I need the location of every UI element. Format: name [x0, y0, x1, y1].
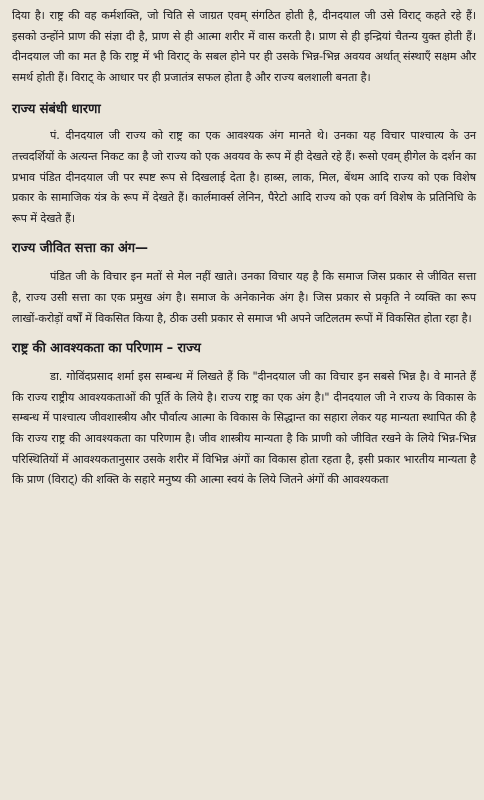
paragraph-living-entity: पंडित जी के विचार इन मतों से मेल नहीं खाते। उनका विचार यह है कि समाज जिस प्रकार से जीवित सत्ता है, राज्य उसी सत्ता का एक प्रमुख अंग है। समाज के अनेकानेक अंग है। जिस प्रकार से प्रकृति ने व्यक्ति का रूप लाखों-करोड़ों वर्षों में विकसित किया है, ठीक उसी प्रकार से समाज भी अपने जटिलतम रूपों में विकसित होता रहा है।: [12, 270, 476, 325]
section-heading-national-need: राष्ट्र की आवश्यकता का परिणाम – राज्य: [12, 341, 201, 357]
paragraph-state-concept: पं. दीनदयाल जी राज्य को राष्ट्र का एक आवश्यक अंग मानते थे। उनका यह विचार पाश्चात्य के उन तत्त्वदर्शियों के अत्यन्त निकट का है जो राज्य को एक अवयव के रूप में ही देखते रहे हैं। रूसो एवम् हीगेल के दर्शन का प्रभाव पंडित दीनदयाल जी पर स्पष्ट रूप से दिखलाई देता है। हाब्स, लाक, मिल, बेंथम आदि राज्य को एक विशेष प्रकार के सामाजिक यंत्र के रूप में देखते हैं। कार्लमार्क्स लेनिन, पैरेटो आदि राज्य को एक वर्ग विशेष के प्रतिनिधि के रूप में देखते हैं।: [12, 129, 476, 225]
paragraph-national-need: डा. गोविंदप्रसाद शर्मा इस सम्बन्ध में लिखते हैं कि "दीनदयाल जी का विचार इन सबसे भिन्न है। वे मानते हैं कि राज्य राष्ट्रीय आवश्यकताओं की पूर्ति के लिये है। राज्य राष्ट्र का एक अंग है।" दीनदयाल जी ने राज्य के विकास के सम्बन्ध में पाश्चात्य जीवशास्त्रीय और पौर्वात्य आत्मा के विकास के सिद्धान्त का सहारा लेकर यह मान्यता स्थापित की है कि राज्य राष्ट्र की आवश्यकता का परिणाम है। जीव शास्त्रीय मान्यता है कि प्राणी को जीवित रखने के लिये भिन्न-भिन्न परिस्थितियों में आवश्यकतानुसार उसके शरीर में विभिन्न अंगों का विकास होता रहता है, इसी प्रकार भारतीय मान्यता है कि प्राण (विराट्) की शक्ति के सहारे मनुष्य की आत्मा स्वयं के लिये जितने अंगों की आवश्यकता: [12, 370, 476, 487]
section-heading-living-entity: राज्य जीवित सत्ता का अंग—: [12, 241, 148, 257]
paragraph-virat: दिया है। राष्ट्र की वह कर्मशक्ति, जो चिति से जाग्रत एवम् संगठित होती है, दीनदयाल जी उसे विराट् कहते रहे हैं। इसको उन्होंने प्राण की संज्ञा दी है, प्राण से ही आत्मा शरीर में वास करती है। प्राण से ही इन्द्रियां चैतन्य युक्त होती हैं। दीनदयाल जी का मत है कि राष्ट्र में भी विराट् के सबल होने पर ही उसके भिन्न-भिन्न अवयव अर्थात् संस्थाएँ सक्षम और समर्थ होती हैं। विराट् के आधार पर ही प्रजातंत्र सफल होता है और राज्य बलशाली बनता है।: [12, 9, 476, 84]
section-heading-state-concept: राज्य संबंधी धारणा: [12, 102, 101, 118]
